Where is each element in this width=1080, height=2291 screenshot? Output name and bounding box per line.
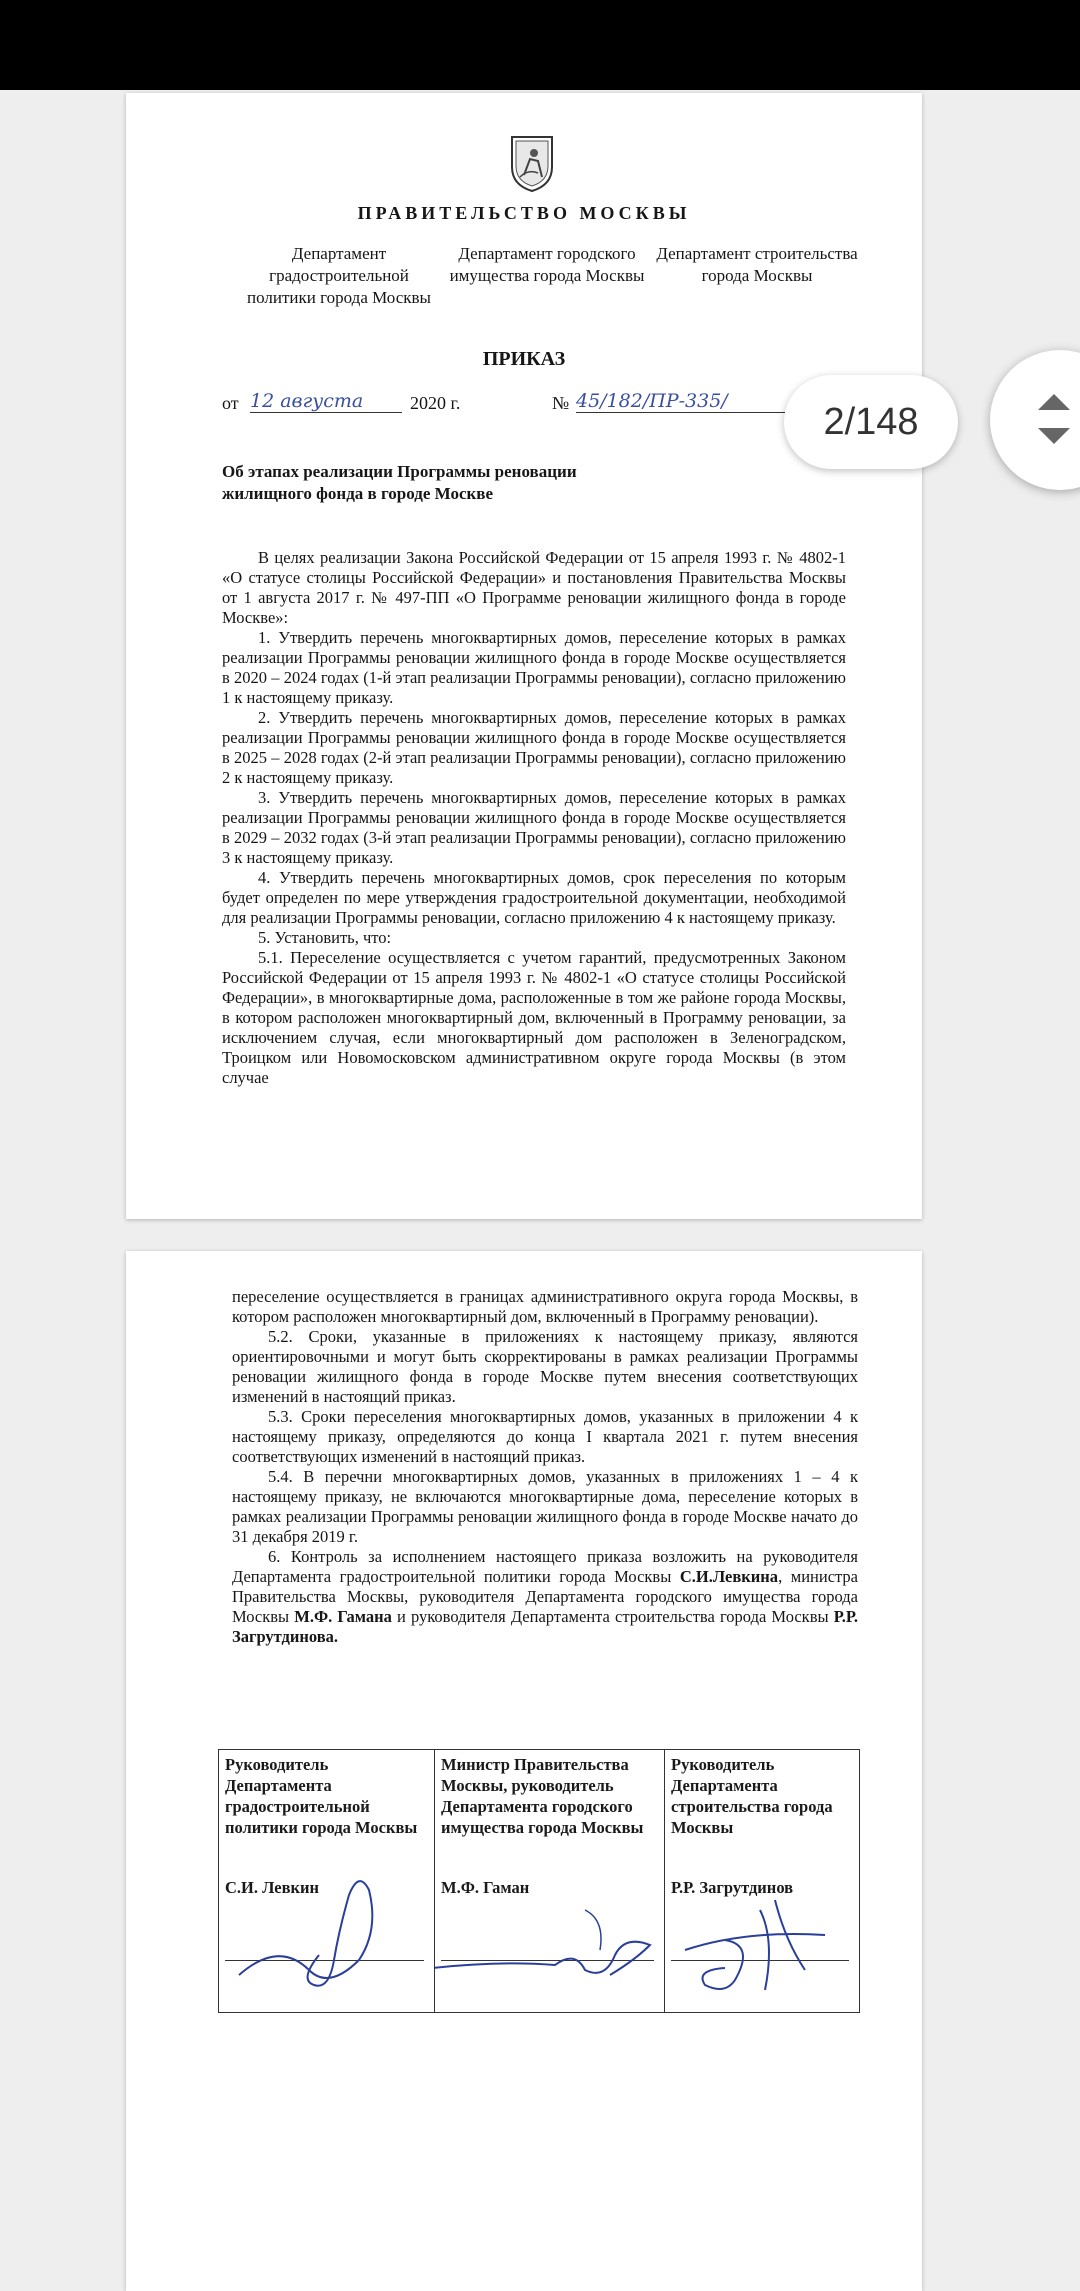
moscow-coat-of-arms-icon: [508, 133, 556, 193]
page-counter: 2/148: [784, 375, 958, 469]
date-prefix: от: [222, 393, 239, 413]
clause-5-paragraph: 5. Установить, что:: [258, 928, 392, 947]
clause-5-1-paragraph: 5.1. Переселение осуществляется с учетом гарантий, предусмотренных Законом Российской Федерации от 15 апреля 1993 г. № 4802-1 «О статусе столицы Российской Федерации», в многоквартирные дома, расположенные в том же районе города Москвы, в котором расположен многоквартирный дом, включенный в Программу реновации, за исключением случая, если многоквартирный дом расположен в Зеленоградском, Троицком или Новомосковском административном округе города Москвы (в этом случае: [222, 948, 846, 1087]
date-suffix: 2020 г.: [410, 393, 461, 413]
scroll-up-icon: [1038, 394, 1070, 410]
signatory-name: Р.Р. Загрутдинов: [671, 1878, 794, 1897]
fast-scroll-handle[interactable]: [990, 350, 1080, 490]
control-text-3: и руководителя Департамента строительства города Москвы: [391, 1607, 834, 1626]
control-text-1: 6. Контроль за исполнением настоящего приказа возложить на руководителя Департамента градостроительной политики города Москвы: [232, 1547, 858, 1586]
clause-5-4-paragraph: 5.4. В перечни многоквартирных домов, указанных в приложениях 1 – 4 к настоящему приказу, не включаются многоквартирные дома, переселение которых в рамках реализации Программы реновации жилищного фонда в городе Москве начато до 31 декабря 2019 г.: [232, 1467, 858, 1546]
control-name-zagrutdinov: Р.Р. Загрутдинова.: [232, 1607, 859, 1646]
clause-5-2-paragraph: 5.2. Сроки, указанные в приложениях к настоящему приказу, являются ориентировочными и могут быть скорректированы в рамках реализации Программы реновации жилищного фонда в городе Москве путем внесения соответствующих изменений в настоящий приказ.: [232, 1327, 858, 1406]
document-title: ПРИКАЗ: [482, 348, 566, 370]
signatory-title: Руководитель Департамента градостроительной политики города Москвы: [225, 1755, 418, 1837]
clause-1-paragraph: 1. Утвердить перечень многоквартирных домов, переселение которых в рамках реализации Программы реновации жилищного фонда в городе Москве осуществляется в 2020 – 2024 годах (1-й этап реализации Программы реновации), согласно приложению 1 к настоящему приказу.: [222, 628, 846, 707]
clause-3-paragraph: 3. Утвердить перечень многоквартирных домов, переселение которых в рамках реализации Программы реновации жилищного фонда в городе Москве осуществляется в 2029 – 2032 годах (3-й этап реализации Программы реновации), согласно приложению 3 к настоящему приказу.: [222, 788, 846, 867]
government-heading: ПРАВИТЕЛЬСТВО МОСКВЫ: [357, 203, 691, 223]
clause-4-paragraph: 4. Утвердить перечень многоквартирных домов, срок переселения по которым будет определен по мере утверждения градостроительной документации, необходимой для реализации Программы реновации, согласно приложению 4 к настоящему приказу.: [222, 868, 846, 927]
signature-cell-gaman: [435, 1750, 665, 2012]
department-city-property: Департамент городского имущества города Москвы: [449, 244, 645, 285]
clause-6-paragraph: [232, 1547, 858, 1647]
preamble-paragraph: В целях реализации Закона Российской Федерации от 15 апреля 1993 г. № 4802-1 «О статусе столицы Российской Федерации» и постановления Правительства Москвы от 1 августа 2017 г. № 497-ПП «О Программе реновации жилищного фонда в городе Москве»:: [222, 548, 846, 627]
handwritten-signature-icon: [665, 1850, 859, 2000]
number-field: [576, 390, 790, 413]
page1-body: [222, 548, 846, 1088]
signatory-title: Руководитель Департамента строительства города Москвы: [671, 1755, 833, 1837]
document-page-1: [126, 93, 922, 1219]
signature-cell-levkin: [219, 1750, 435, 2012]
clause-5-1-continuation: переселение осуществляется в границах административного округа города Москвы, в котором расположен многоквартирный дом, включенный в Программу реновации).: [232, 1287, 858, 1326]
signature-cell-zagrutdinov: [665, 1750, 859, 2012]
control-name-gaman: М.Ф. Гамана: [294, 1607, 392, 1626]
signatory-name: С.И. Левкин: [225, 1878, 320, 1897]
handwritten-date: 12 августа: [250, 390, 364, 412]
control-text-2: , министра Правительства Москвы, руководителя Департамента городского имущества города Москвы: [232, 1567, 859, 1626]
number-prefix: №: [552, 393, 570, 413]
document-page-2: [126, 1251, 922, 2291]
department-urban-planning: Департамент градостроительной политики города Москвы: [247, 244, 431, 307]
signature-table: [218, 1749, 860, 2013]
document-subject: Об этапах реализации Программы реновации жилищного фонда в городе Москве: [222, 462, 577, 503]
handwritten-signature-icon: [435, 1850, 665, 2000]
control-name-levkin: С.И.Левкина: [679, 1567, 779, 1586]
handwritten-number: 45/182/ПР-335/: [576, 390, 728, 412]
scroll-down-icon: [1038, 428, 1070, 444]
clause-5-3-paragraph: 5.3. Сроки переселения многоквартирных домов, указанных в приложении 4 к настоящему приказу, определяются до конца I квартала 2021 г. путем внесения соответствующих изменений в настоящий приказ.: [232, 1407, 858, 1466]
status-bar: [0, 0, 1080, 90]
signatory-name: М.Ф. Гаман: [441, 1878, 530, 1897]
department-construction: Департамент строительства города Москвы: [656, 244, 858, 285]
signatory-title: Министр Правительства Москвы, руководитель Департамента городского имущества города Москвы: [441, 1755, 644, 1837]
page2-body: [232, 1287, 858, 1647]
handwritten-signature-icon: [219, 1850, 435, 2000]
clause-2-paragraph: 2. Утвердить перечень многоквартирных домов, переселение которых в рамках реализации Программы реновации жилищного фонда в городе Москве осуществляется в 2025 – 2028 годах (2-й этап реализации Программы реновации), согласно приложению 2 к настоящему приказу.: [222, 708, 846, 787]
date-field: [250, 390, 402, 413]
